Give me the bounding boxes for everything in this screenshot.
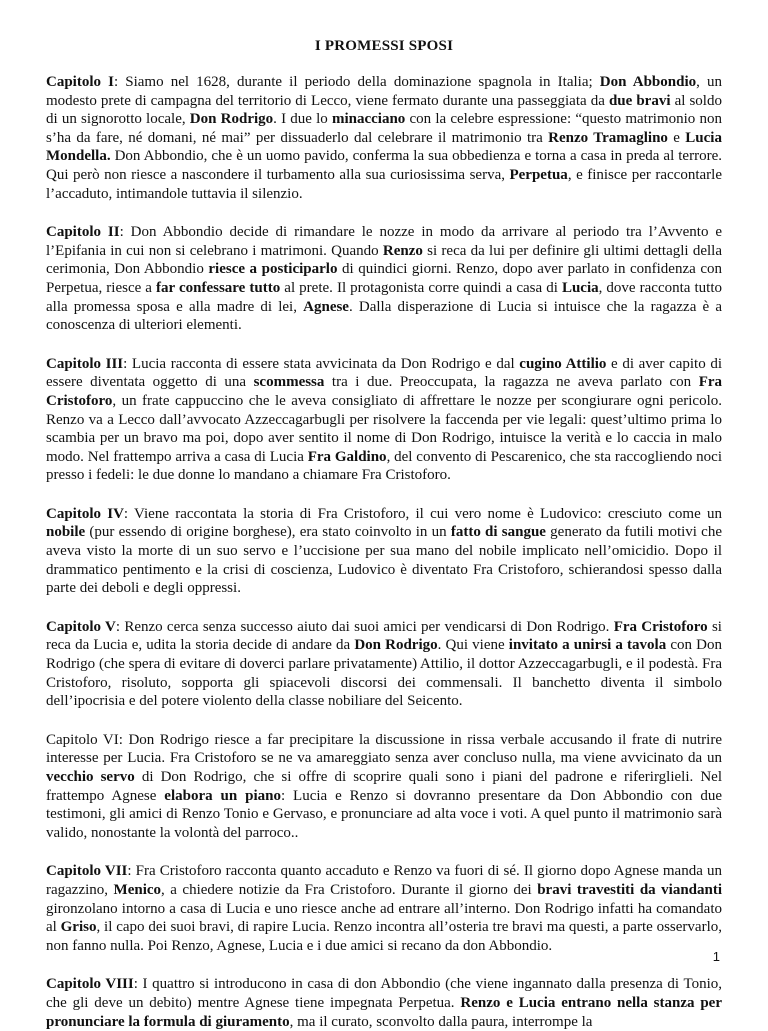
chapter-paragraph (46, 505, 722, 598)
bold-text: Fra Cristoforo (613, 618, 708, 635)
text-segment: Don Abbondio, che è un uomo pavido, conferma la sua obbedienza e torna a casa in preda al terrore. Qui però non riesce a nascondere il turbamento alla sua curiosissima serva, (46, 148, 722, 183)
text-segment: : Fra Cristoforo racconta quanto accaduto e Renzo va fuori di sé. Il giorno dopo Agnese manda un ragazzino, (46, 863, 722, 898)
bold-text: Don Abbondio (599, 74, 697, 90)
chapter-paragraph (46, 731, 722, 843)
bold-text: scommessa (253, 374, 325, 391)
bold-text: Fra Cristoforo (46, 374, 723, 409)
text-segment: , e finisce per raccontarle l’accaduto, intimandole tuttavia il silenzio. (46, 166, 722, 202)
bold-text: riesce a posticiparlo (208, 261, 338, 278)
bold-text: Capitolo II (46, 224, 120, 241)
chapter-list (46, 73, 722, 1031)
bold-text: cugino Attilio (519, 355, 607, 372)
bold-text: Menico (113, 881, 162, 898)
bold-text: far confessare tutto (156, 279, 281, 296)
text-segment: , dove racconta tutto alla promessa sposa e alla madre di lei, (46, 279, 722, 315)
text-segment: si reca da Lucia e, udita la storia decide di andare da (46, 618, 722, 654)
chapter-paragraph (46, 618, 722, 711)
bold-text: Capitolo III (46, 355, 124, 372)
bold-text: Fra Galdino (307, 448, 387, 465)
bold-text: invitato a unirsi a tavola (508, 637, 667, 654)
text-segment: e (667, 129, 686, 146)
text-segment: generato da futili motivi che aveva visto la morte di un suo servo e l’uccisione per sua mano del nobile implicato nell’omicidio. Dopo il drammatico pentimento e la crisi di coscienza, Ludovico è diventato Fra Cristoforo, schierandosi spesso dalla parte dei deboli e degli oppressi. (46, 524, 722, 597)
bold-text: Capitolo I (46, 74, 114, 90)
bold-text: Renzo (382, 242, 423, 259)
bold-text: Capitolo VII (46, 863, 128, 880)
bold-text: Griso (60, 919, 97, 936)
text-segment: : Lucia racconta di essere stata avvicinata da Don Rodrigo e dal (123, 355, 520, 372)
text-segment: . Dalla disperazione di Lucia si intuisce che la ragazza è a conoscenza di ulteriori elementi. (46, 298, 722, 334)
chapter-paragraph (46, 862, 722, 955)
bold-text: Capitolo V (46, 618, 116, 635)
text-segment: (pur essendo di origine borghese), era stato coinvolto in un (85, 524, 451, 541)
text-segment: : Renzo cerca senza successo aiuto dai suoi amici per vendicarsi di Don Rodrigo. (115, 618, 614, 635)
text-segment: , il capo dei suoi bravi, di rapire Lucia. Renzo incontra all’osteria tre bravi ma questi, a parte osservarlo, non fanno nulla. Poi Renzo, Agnese, Lucia e i due amici si recano da don Abbondio. (46, 919, 722, 954)
text-segment: di Don Rodrigo, che si offre di scoprire quali sono i piani del padrone e riferirglieli. Nel frattempo Agnese (46, 769, 723, 804)
bold-text: Capitolo IV (46, 505, 124, 522)
text-segment: , un modesto prete di campagna del territorio di Lecco, viene fermato durante una passeggiata da (46, 74, 722, 109)
text-segment: Capitolo VI: Don Rodrigo riesce a far precipitare la discussione in rissa verbale accusando il frate di nutrire interesse per Lucia. Fra Cristoforo se ne va amareggiato senza aver concluso nulla, ma viene avvicinato da un (46, 731, 722, 767)
text-segment: : I quattro si introducono in casa di don Abbondio (che viene ingannato dalla presenza di Tonio, che gli deve un debito) mentre Agnese tiene impegnata Perpetua. (46, 976, 722, 1011)
chapter-paragraph (46, 73, 722, 203)
bold-text: Capitolo VIII (46, 976, 134, 993)
text-segment: , un frate cappuccino che le aveva consigliato di affrettare le nozze per scongiurare ogni pericolo. Renzo va a Lecco dall’avvocato Azzeccagarbugli per risolvere la faccenda per vie legali: quest’ultimo prima lo scambia per un bravo ma poi, dopo aver sentito il nome di Don Rodrigo, intuisce la verità e lo caccia in malo modo. Nel frattempo arriva a casa di Lucia (46, 392, 722, 465)
text-segment: : Viene raccontata la storia di Fra Cristoforo, il cui vero nome è Ludovico: cresciuto come un (123, 505, 722, 522)
chapter-paragraph (46, 355, 722, 485)
page-number: 1 (712, 949, 720, 964)
text-segment: di quindici giorni. Renzo, dopo aver parlato in confidenza con Perpetua, riesce a (46, 261, 722, 296)
text-segment: : Lucia e Renzo si dovranno presentare da Don Abbondio con due testimoni, gli amici di Renzo Tonio e Gervaso, e pronunciare ad alta voce i voti. A quel punto il matrimonio sarà valido, nonostante la volontà del parroco.. (46, 787, 722, 841)
bold-text: nobile (46, 524, 86, 541)
text-segment: e di aver capito di essere diventata oggetto di una (46, 355, 722, 391)
text-segment: tra i due. Preoccupata, la ragazza ne aveva parlato con (324, 374, 699, 391)
text-segment: , del convento di Pescarenico, che sta raccogliendo noci presso i fedeli: le due donne lo mandano a chiamare Fra Cristoforo. (46, 448, 723, 484)
text-segment: gironzolano intorno a casa di Lucia e uno riesce anche ad entrare all’interno. Don Rodrigo infatti ha comandato al (46, 900, 722, 936)
bold-text: Lucia (561, 279, 599, 296)
bold-text: Lucia Mondella. (46, 129, 722, 165)
text-segment: : Siamo nel 1628, durante il periodo della dominazione spagnola in Italia; (113, 74, 600, 90)
bold-text: Don Rodrigo (189, 111, 274, 128)
text-segment: , a chiedere notizie da Fra Cristoforo. Durante il giorno dei (161, 881, 538, 898)
bold-text: due bravi (608, 92, 671, 109)
text-segment: con la celebre espressione: “questo matrimonio non s’ha da fare, né domani, né mai” per dissuaderlo dal celebrare il matrimonio tra (46, 111, 722, 146)
bold-text: Renzo e Lucia entrano nella stanza per pronunciare la formula di giuramento (46, 994, 722, 1030)
document-title: I PROMESSI SPOSI (314, 38, 454, 54)
text-segment: . I due lo (273, 111, 332, 128)
chapter-paragraph (46, 223, 722, 335)
text-segment: . Qui viene (437, 637, 509, 654)
text-segment: , ma il curato, sconvolto dalla paura, interrompe la (289, 1013, 593, 1030)
bold-text: bravi travestiti da viandanti (537, 881, 723, 898)
bold-text: Perpetua (509, 166, 568, 183)
bold-text: minacciano (331, 111, 406, 128)
bold-text: fatto di sangue (450, 524, 546, 541)
chapter-paragraph (46, 975, 722, 1031)
bold-text: Agnese (303, 298, 349, 315)
bold-text: vecchio servo (46, 769, 135, 785)
bold-text: elabora un piano (164, 787, 281, 804)
text-segment: si reca da lui per definire gli ultimi dettagli della cerimonia, Don Abbondio (46, 242, 722, 278)
bold-text: Renzo Tramaglino (548, 129, 668, 146)
bold-text: Don Rodrigo (354, 637, 438, 654)
text-segment: con Don Rodrigo (che spera di evitare di doverci parlare privatamente) Attilio, il dottor Azzeccagarbugli, e il podestà. Fra Cristoforo, risoluto, sopporta gli spiacevoli discorsi dei commensali. Il banchetto diventa il simbolo dell’ipocrisia e del potere violento della classe nobiliare del Seicento. (46, 637, 722, 710)
text-segment: al soldo di un signorotto locale, (46, 92, 722, 128)
text-segment: : Don Abbondio decide di rimandare le nozze in modo da arrivare al periodo tra l’Avvento e l’Epifania in cui non si celebrano i matrimoni. Quando (46, 224, 723, 259)
text-segment: al prete. Il protagonista corre quindi a casa di (280, 279, 562, 296)
